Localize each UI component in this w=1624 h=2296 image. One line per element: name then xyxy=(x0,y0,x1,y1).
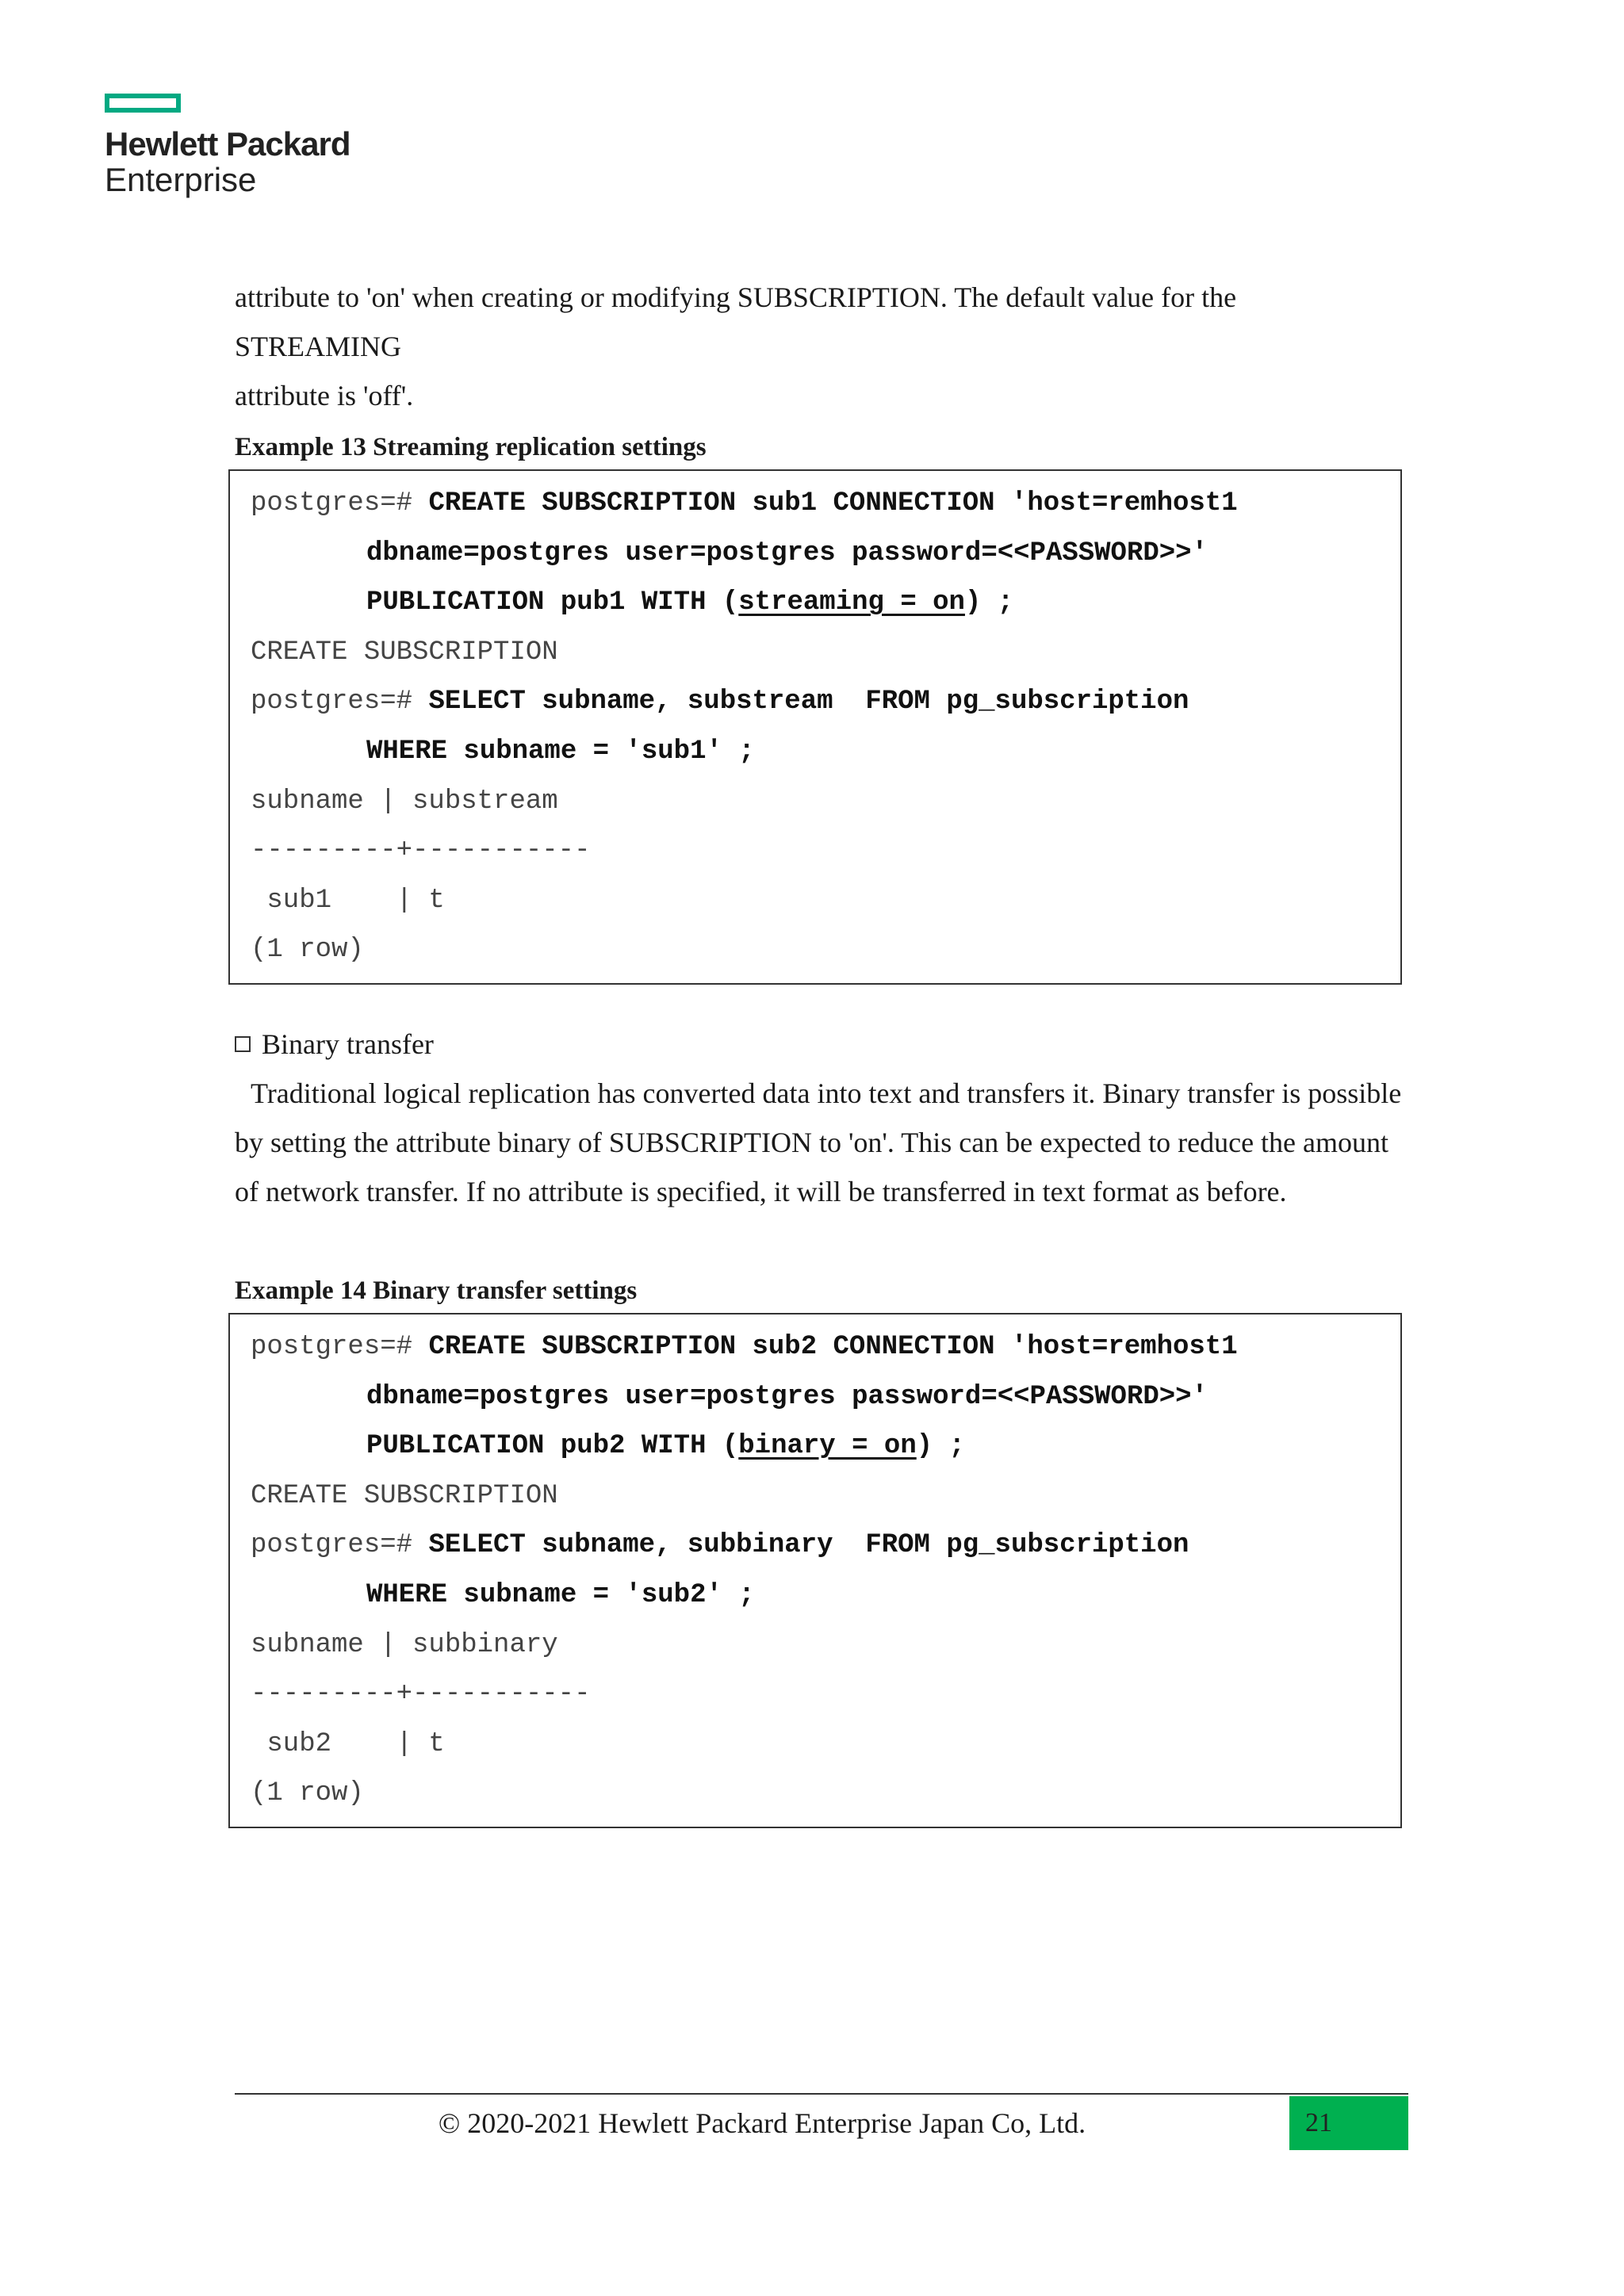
binary-line-3: of network transfer. If no attribute is specified, it will be transferred in text format as before. xyxy=(235,1176,1287,1207)
command: dbname=postgres user=postgres password=<<PASSWORD>>' xyxy=(366,1381,1208,1412)
code-output: sub2 | t xyxy=(251,1728,445,1759)
command: PUBLICATION pub2 WITH ( xyxy=(366,1431,739,1462)
logo-sub: Enterprise xyxy=(105,161,257,198)
binary-line-1: Traditional logical replication has converted data into text and transfers it. Binary transfer is possible xyxy=(251,1077,1402,1109)
code-line xyxy=(251,1571,1380,1621)
intro-paragraph xyxy=(235,273,1408,420)
code-line xyxy=(251,1372,1380,1422)
code-block-example-13 xyxy=(228,469,1402,985)
prompt: postgres=# xyxy=(251,1530,429,1561)
command: CREATE SUBSCRIPTION sub1 CONNECTION 'host=remhost1 xyxy=(428,488,1238,519)
prompt: postgres=# xyxy=(251,687,429,718)
example-14-title-wrap xyxy=(235,1275,1408,1307)
binary-section xyxy=(235,1020,1408,1216)
code-output: ---------+----------- xyxy=(251,836,591,867)
code-line xyxy=(251,578,1380,628)
code-line xyxy=(251,1422,1380,1471)
code-output: (1 row) xyxy=(251,1778,364,1809)
code-line xyxy=(251,1521,1380,1571)
code-line xyxy=(251,677,1380,727)
example-13-title: Example 13 Streaming replication settings xyxy=(235,433,707,461)
command: SELECT subname, subbinary FROM pg_subscription xyxy=(428,1530,1189,1561)
footer-copyright: © 2020-2021 Hewlett Packard Enterprise Japan Co, Ltd. xyxy=(438,2107,1086,2139)
code-output: ---------+----------- xyxy=(251,1679,591,1710)
command: WHERE subname = 'sub1' ; xyxy=(366,736,755,767)
code-line xyxy=(251,727,1380,777)
intro-line-2: attribute is 'off'. xyxy=(235,380,414,411)
code-line xyxy=(251,479,1380,529)
page-number: 21 xyxy=(1289,2096,1408,2150)
code-output: subname | substream xyxy=(251,786,558,817)
binary-heading: Binary transfer xyxy=(262,1028,434,1060)
square-bullet-icon xyxy=(235,1036,251,1052)
example-13-title-wrap xyxy=(235,431,1408,463)
code-block-example-14 xyxy=(228,1313,1402,1828)
command: ) ; xyxy=(964,587,1014,618)
intro-line-1: attribute to 'on' when creating or modifying SUBSCRIPTION. The default value for the STREAMING xyxy=(235,281,1237,362)
example-14-title: Example 14 Binary transfer settings xyxy=(235,1276,638,1305)
code-line xyxy=(251,529,1380,579)
command: WHERE subname = 'sub2' ; xyxy=(366,1579,755,1610)
logo-name: Hewlett Packard xyxy=(105,125,350,163)
footer-divider xyxy=(235,2093,1408,2095)
hpe-logo xyxy=(105,94,350,198)
command: CREATE SUBSCRIPTION sub2 CONNECTION 'host=remhost1 xyxy=(428,1332,1238,1362)
underlined-option: binary = on xyxy=(738,1431,917,1462)
command: PUBLICATION pub1 WITH ( xyxy=(366,587,739,618)
code-output: subname | subbinary xyxy=(251,1629,558,1660)
code-output: (1 row) xyxy=(251,935,364,966)
underlined-option: streaming = on xyxy=(738,587,965,618)
command: ) ; xyxy=(916,1431,965,1462)
code-output: CREATE SUBSCRIPTION xyxy=(251,637,558,668)
logo-rectangle-icon xyxy=(105,94,181,113)
code-output: sub1 | t xyxy=(251,885,445,916)
binary-heading-row xyxy=(235,1020,1408,1069)
binary-line-2: by setting the attribute binary of SUBSCRIPTION to 'on'. This can be expected to reduce the amount xyxy=(235,1127,1389,1158)
prompt: postgres=# xyxy=(251,488,429,519)
code-line xyxy=(251,1322,1380,1372)
command: SELECT subname, substream FROM pg_subscription xyxy=(428,687,1189,718)
code-output: CREATE SUBSCRIPTION xyxy=(251,1480,558,1511)
command: dbname=postgres user=postgres password=<<PASSWORD>>' xyxy=(366,538,1208,568)
prompt: postgres=# xyxy=(251,1332,429,1362)
